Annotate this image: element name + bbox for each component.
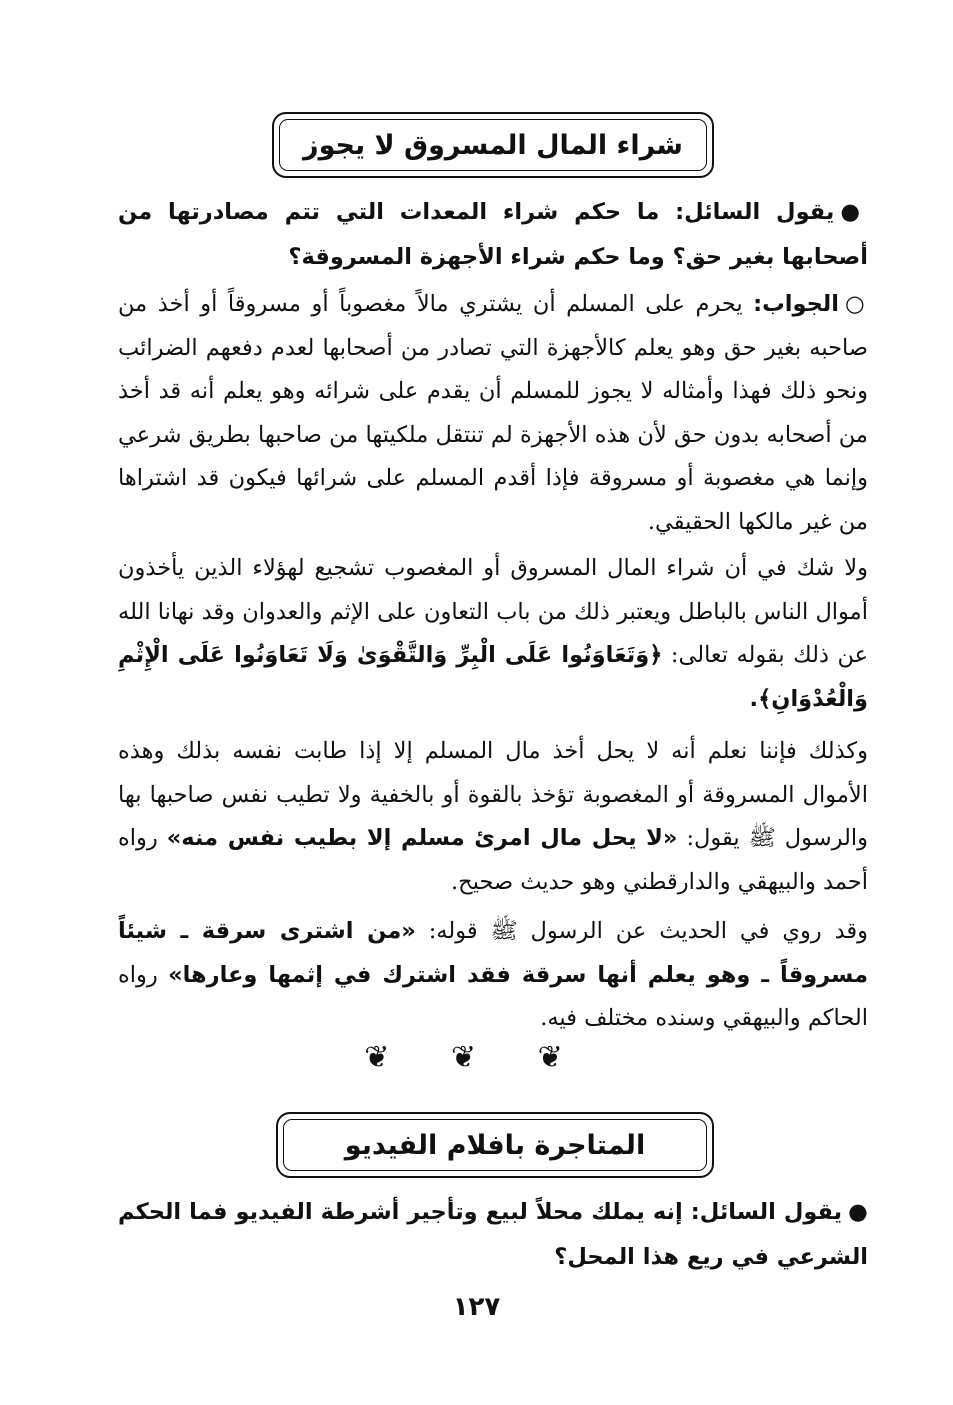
section-title-box <box>272 112 714 178</box>
paragraph-text: وكذلك فإننا نعلم أنه لا يحل أخذ مال المسلم إلا إذا طابت نفسه بذلك وهذه الأموال المسروقة أو المغصوبة تؤخذ بالقوة أو بالخفية ولا تطيب نفس صاحبها بها والرسول ﷺ يقول: <box>118 738 868 851</box>
paragraph-text: وقد روي في الحديث عن الرسول ﷺ قوله: <box>428 918 868 944</box>
hadith-quote: «من اشترى سرقة ـ شيئاً مسروقاً ـ وهو يعلم أنها سرقة فقد اشترك في إثمها وعارها» <box>118 918 868 988</box>
question-text: يقول السائل: إنه يملك محلاً لبيع وتأجير أشرطة الفيديو فما الحكم الشرعي في ريع هذا المحل؟ <box>118 1199 868 1270</box>
ornament-divider-icon: ❦ ❦ ❦ <box>364 1040 589 1075</box>
hadith-quote: «لا يحل مال امرئ مسلم إلا بطيب نفس منه» <box>166 825 678 851</box>
section-title: شراء المال المسروق لا يجوز <box>303 129 683 161</box>
answer-text: يحرم على المسلم أن يشتري مالاً مغصوباً أو مسروقاً أو أخذ من صاحبه بغير حق وهو يعلم كالأجهزة التي تصادر من أصحابها لعدم دفعهم الضرائب ونحو ذلك فهذا وأمثاله لا يجوز للمسلم أن يقدم على شرائه وهو يعلم أنه قد أخذ من أصحابه بدون حق لأن هذه الأجهزة لم تنتقل ملكيتها من صاحبها بطريق شرعي وإنما هي مغصوبة أو مسروقة فإذا أقدم المسلم على شرائها فيكون قد اشتراها من غير مالكها الحقيقي. <box>118 291 868 535</box>
body-paragraph <box>118 547 868 721</box>
circle-marker-icon: ○ <box>844 291 868 317</box>
question-paragraph <box>118 190 868 280</box>
quran-verse: ﴿وَتَعَاوَنُوا عَلَى الْبِرِّ وَالتَّقْوَىٰ وَلَا تَعَاوَنُوا عَلَى الْإِثْمِ وَالْعُدْوَانِ﴾. <box>118 642 868 712</box>
question-paragraph <box>118 1190 868 1280</box>
answer-paragraph <box>118 283 868 544</box>
paragraph-text: ولا شك في أن شراء المال المسروق أو المغصوب تشجيع لهؤلاء الذين يأخذون أموال الناس بالباطل ويعتبر ذلك من باب التعاون على الإثم والعدوان وقد نهانا الله عن ذلك بقوله تعالى: <box>118 555 868 668</box>
section-title-box <box>276 1112 714 1178</box>
paragraph-text: رواه الحاكم والبيهقي وسنده مختلف فيه. <box>118 961 868 1031</box>
bullet-icon: ● <box>840 199 868 225</box>
bullet-icon: ● <box>848 1199 868 1225</box>
body-paragraph <box>118 730 868 904</box>
body-paragraph <box>118 910 868 1041</box>
paragraph-text: رواه أحمد والبيهقي والدارقطني وهو حديث صحيح. <box>118 825 868 895</box>
answer-label: الجواب: <box>753 291 839 317</box>
section-title: المتاجرة بافلام الفيديو <box>344 1129 646 1161</box>
question-text: يقول السائل: ما حكم شراء المعدات التي تتم مصادرتها من أصحابها بغير حق؟ وما حكم شراء الأجهزة المسروقة؟ <box>118 199 868 270</box>
page-number: ١٢٧ <box>452 1292 501 1322</box>
